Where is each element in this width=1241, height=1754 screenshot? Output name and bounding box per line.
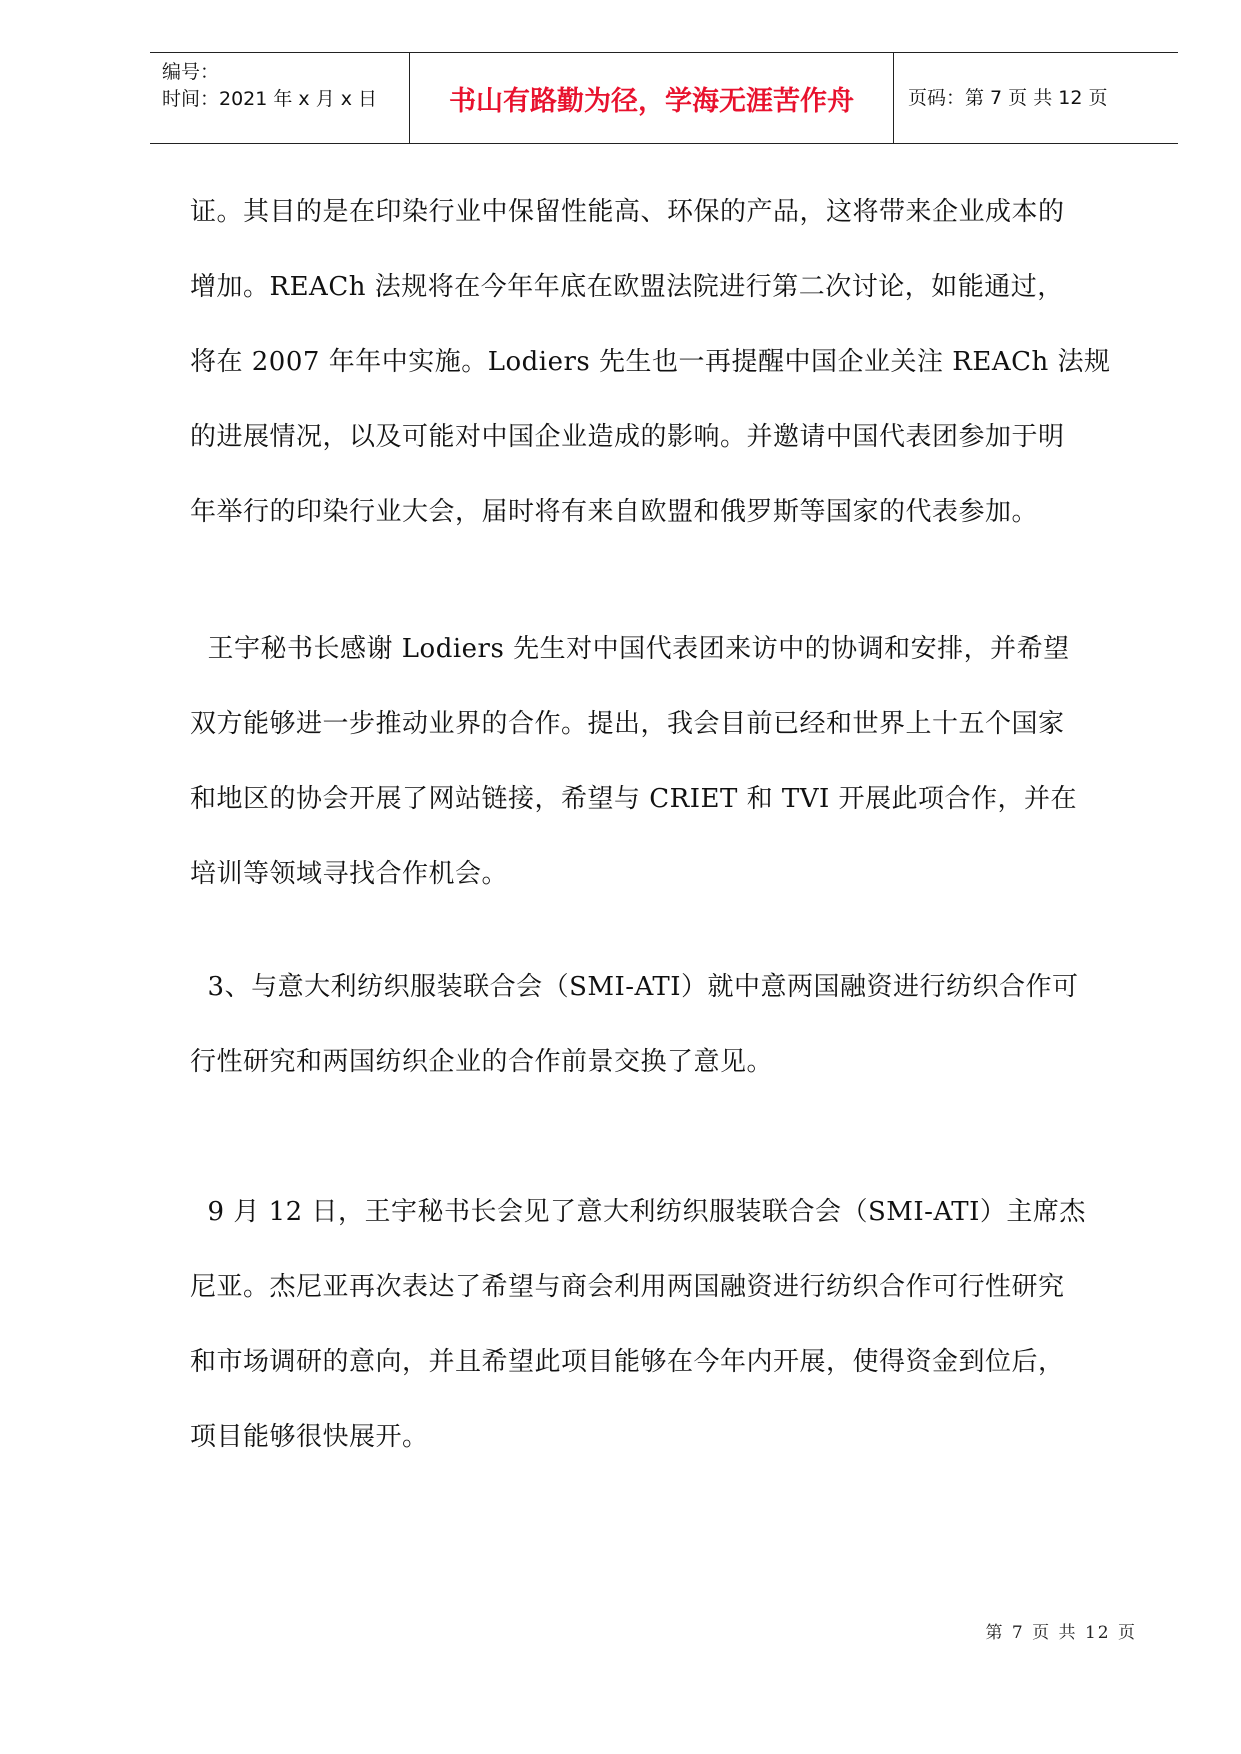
text-line: 培训等领域寻找合作机会。	[190, 859, 509, 889]
paragraph-2	[190, 612, 1155, 912]
text-line: 增加。REACh 法规将在今年年底在欧盟法院进行第二次讨论，如能通过，	[190, 272, 1064, 302]
text-line: 证。其目的是在印染行业中保留性能高、环保的产品，这将带来企业成本的	[190, 197, 1065, 227]
text-line: 和地区的协会开展了网站链接，希望与 CRIET 和 TVI 开展此项合作，并在	[190, 784, 1078, 814]
paragraph-3	[190, 950, 1155, 1100]
header-page-info: 页码：第 7 页 共 12 页	[908, 86, 1108, 109]
header-motto-cell	[410, 53, 894, 143]
header-meta-cell	[150, 53, 410, 143]
paragraph-1	[190, 175, 1155, 550]
motto-text: 书山有路勤为径，学海无涯苦作舟	[449, 85, 854, 117]
text-line: 王宇秘书长感谢 Lodiers 先生对中国代表团来访中的协调和安排，并希望	[190, 634, 1070, 664]
text-line: 年举行的印染行业大会，届时将有来自欧盟和俄罗斯等国家的代表参加。	[190, 497, 1039, 527]
page-footer: 第 7 页 共 12 页	[985, 1623, 1137, 1643]
text-line: 和市场调研的意向，并且希望此项目能够在今年内开展，使得资金到位后，	[190, 1347, 1065, 1377]
header-page-cell	[894, 53, 1178, 143]
page-header	[150, 52, 1178, 144]
text-line: 尼亚。杰尼亚再次表达了希望与商会利用两国融资进行纺织合作可行性研究	[190, 1272, 1065, 1302]
date-label: 时间：2021 年 x 月 x 日	[162, 88, 378, 110]
text-line: 3、与意大利纺织服装联合会（SMI-ATI）就中意两国融资进行纺织合作可	[190, 972, 1079, 1002]
paragraph-4	[190, 1175, 1155, 1475]
text-line: 双方能够进一步推动业界的合作。提出，我会目前已经和世界上十五个国家	[190, 709, 1065, 739]
text-line: 项目能够很快展开。	[190, 1422, 429, 1452]
text-line: 行性研究和两国纺织企业的合作前景交换了意见。	[190, 1047, 774, 1077]
text-line: 的进展情况，以及可能对中国企业造成的影响。并邀请中国代表团参加于明	[190, 422, 1065, 452]
text-line: 9 月 12 日，王宇秘书长会见了意大利纺织服装联合会（SMI-ATI）主席杰	[190, 1197, 1086, 1227]
serial-number-label: 编号：	[162, 61, 220, 83]
text-line: 将在 2007 年年中实施。Lodiers 先生也一再提醒中国企业关注 REACh 法规	[190, 347, 1111, 377]
